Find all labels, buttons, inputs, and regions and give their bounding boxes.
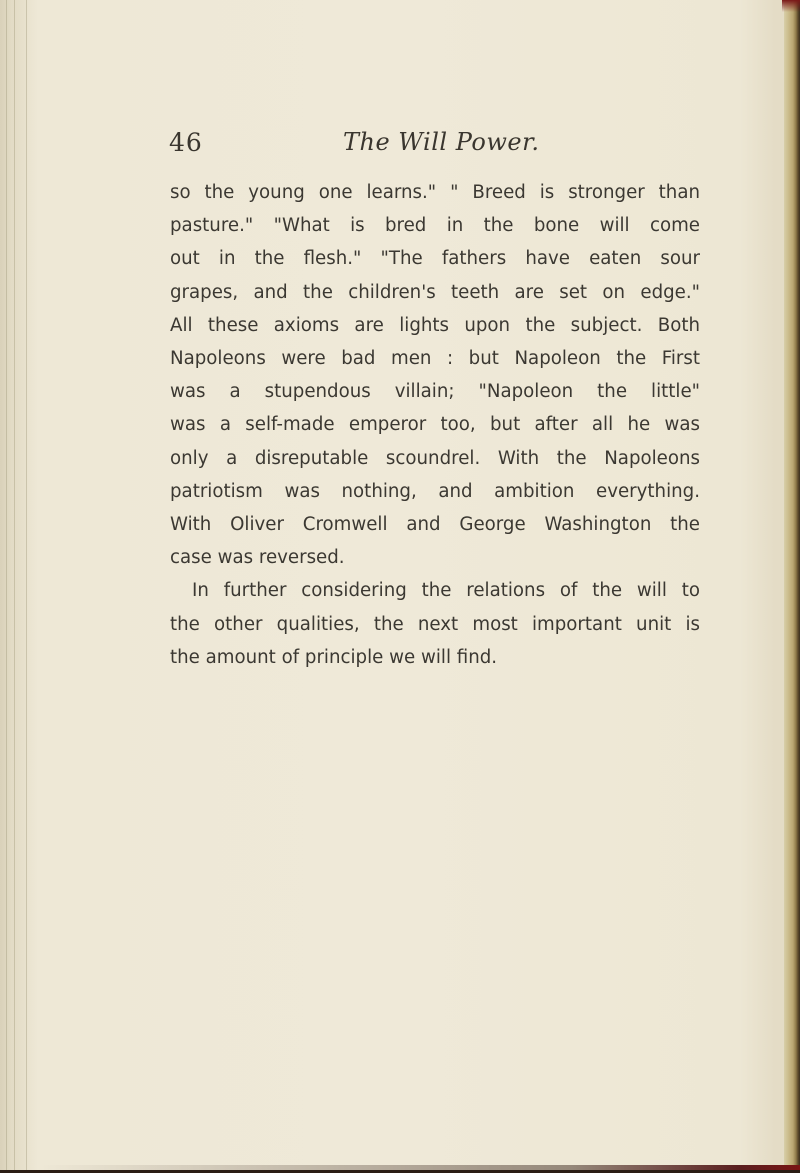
running-head: The Will Power. (343, 128, 540, 156)
text-line: the amount of principle we will find. (170, 646, 498, 668)
text-line: was a self-made emperor too, but after all he was (170, 414, 700, 436)
text-line: In further considering the relations of the will to (192, 580, 700, 602)
body-text (170, 176, 700, 674)
text-line: only a disreputable scoundrel. With the Napoleons (170, 447, 700, 469)
text-line: With Oliver Cromwell and George Washington the (170, 514, 700, 536)
text-line: out in the flesh." "The fathers have eaten sour (170, 248, 700, 270)
page-number: 46 (169, 128, 203, 157)
text-line: was a stupendous villain; "Napoleon the little" (170, 381, 700, 403)
text-line: so the young one learns." " Breed is stronger than (170, 182, 700, 203)
page-header (169, 128, 709, 168)
page-edge-right (784, 0, 800, 1173)
text-line: patriotism was nothing, and ambition everything. (170, 480, 700, 502)
text-line: All these axioms are lights upon the subject. Both (170, 314, 700, 336)
text-line: pasture." "What is bred in the bone will come (170, 215, 700, 237)
cover-corner (782, 0, 800, 12)
text-line: Napoleons were bad men : but Napoleon the First (170, 348, 700, 370)
text-line: case was reversed. (170, 547, 345, 569)
gutter-line (6, 0, 7, 1173)
gutter-line (26, 0, 27, 1173)
text-line: the other qualities, the next most important unit is (170, 613, 700, 635)
gutter-line (14, 0, 15, 1173)
text-line: grapes, and the children's teeth are set on edge." (170, 281, 700, 303)
